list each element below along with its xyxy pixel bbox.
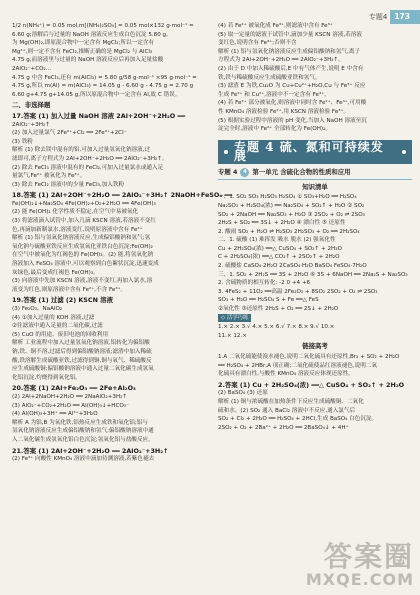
text-line: 量氯气,Fe²⁺ 被氧化为 Fe³⁺。 xyxy=(12,173,86,180)
text-line: 18.答案 (1) 2Al+2OH⁻+2H₂O ══ 2AlO₂⁻+3H₂↑ 2NaOH+FeSO₄ ══ xyxy=(12,191,233,200)
text-line: Fe(OH)₂↓+Na₂SO₄ 4Fe(OH)₂+O₂+2H₂O ══ 4Fe(OH)₃ xyxy=(12,200,156,207)
section-title-exam: 链接高考 xyxy=(302,342,328,351)
knowledge-list xyxy=(218,193,412,313)
watermark xyxy=(305,540,414,589)
text-line: 11.× 12.× xyxy=(218,332,247,339)
text-line: 6.60 g+4.75 g+14.05 g,所以原混合物中一定含有 Al,故 C 错误。 xyxy=(12,91,181,98)
text-line: 化铝沉淀,灼烧得到氧化铝。 xyxy=(12,374,81,381)
watermark-logo: 答案圈 xyxy=(323,540,414,573)
text-line: 2H₂S + SO₂ ══ 3S↓ + 2H₂O ④ 漂白性 ⑤ 还原性 xyxy=(218,220,346,227)
text-line: 4.75 g 中含 FeCl₃,还有 m(AlCl₃) = 5.80 g/58 g·mol⁻¹ ×95 g·mol⁻¹ = xyxy=(12,74,197,81)
text-line: 2. 酸雨 SO₂ + H₂O ⇌ H₂SO₃ 2H₂SO₃ + O₂ ══ 2H₂SO₄ xyxy=(218,228,360,235)
right-column xyxy=(218,22,412,432)
text-line: 17.答案 (1) 加入过量 NaOH 溶液 2Al+2OH⁻+2H₂O ══ xyxy=(12,111,186,120)
text-line: Cu + 2H₂SO₄(浓) ══△ CuSO₄ + SO₂↑ + 2H₂O xyxy=(218,245,342,252)
text-line: 酸,铁溶解生成硫酸亚铁,过滤得到铜,铜与氧气、稀硫酸反 xyxy=(12,357,152,364)
text-line: 灰绿色,最后变成红褐色 Fe(OH)₃。 xyxy=(12,269,99,276)
text-line: SO₂ + Cl₂ + 2H₂O ══ H₂SO₄ + 2HCl,生成 BaSO₄ 白色沉淀。 xyxy=(218,416,378,423)
text-line: ②往滤液中通入足量的二氧化碳,过滤 xyxy=(12,323,103,330)
text-line: 三、1. SO₂ + 2H₂S ══ 3S + 2H₂O ⑥ 3S + 6NaOH ══ 2Na₂S + Na₂SO₃ xyxy=(218,271,408,278)
text-line: 解析 A 为铝,B 为氧化铁,铝热反应生成铁和氧化铝;铝与 xyxy=(12,419,148,426)
text-line: (2) 能 Fe(OH)₂ 化学性质不稳定,在空气中易被氧化 xyxy=(12,209,139,216)
text-line: 钠,铁、铜不溶,过滤后得到偏铝酸钠溶液;滤渣中加入稀硫 xyxy=(12,348,152,355)
chapter-label: 专题4 xyxy=(368,13,388,21)
text-line: C + 2H₂SO₄(浓) ══△ CO₂↑ + 2SO₂↑ + 2H₂O xyxy=(218,254,340,261)
text-line: 2AlO₂⁻+3H₂↑ xyxy=(12,121,50,128)
text-line: (5) 根据实验过程中溶液的 pH 变化,当加入 NaOH 溶液至沉 xyxy=(218,117,367,124)
text-line: SO₂ + 2NaOH ══ Na₂SO₃ + H₂O ③ 2SO₂ + O₂ ⇌ 2SO₃ xyxy=(218,211,365,218)
text-line: (3) 滤渣 E 为铁,Cu₂O 为 Cu+Cu²⁺+H₂O,Cu 与 Fe³⁺ 反应 xyxy=(218,83,366,90)
text-line: 4.75 g,所以 m(Al) = m(AlCl₃) = 14.05 g - 6.60 g - 4.75 g = 2.70 g xyxy=(12,83,194,90)
practice-answers xyxy=(218,323,412,340)
text-line: 6.60 g;溶解后与过量的 NaOH 溶液反应生成白色沉淀 5.80 g, xyxy=(12,31,168,38)
text-line: 铁,铁与稀硫酸反应生成硫酸亚铁和氢气。 xyxy=(218,74,321,81)
text-line: 为 Mg(OH)₂,即原混合物中一定含有 MgCl₂;所以一定含有 xyxy=(12,40,154,47)
text-line: (3) 向溶液中先加 KSCN 溶液,溶液不变红,再加入氯水,溶 xyxy=(12,278,153,285)
text-line: 解析 (1) 铜与浓硫酸在加热条件下反应生成硫酸铜、二氧化 xyxy=(218,398,364,405)
text-line: Mg²⁺,则一定不含有 FeCl₂,推断正确的是 MgCl₂ 与 AlCl₃ xyxy=(12,48,153,55)
text-line: (3) 除去 FeCl₂ 溶液中的少量 FeCl₃,加入铁粉 xyxy=(12,181,125,188)
text-line: 3. 4FeS₂ + 11O₂ ══高温 2Fe₂O₃ + 8SO₂ 2SO₂ + O₂ ⇌ 2SO₃ xyxy=(218,288,378,295)
unit-title: 第一单元 含硫化合物的性质和应用 xyxy=(252,167,351,176)
text-line: 变红色,说明含有 Fe³⁺;否则不含 xyxy=(218,40,297,47)
text-line: 溶液加入 FeSO₄ 溶液中,可以观察到白色絮状沉淀,迅速变成 xyxy=(12,261,159,268)
text-line: 滤即可,离子方程式为 2Al+2OH⁻+2H₂O ══ 2AlO₂⁻+3H₂↑。 xyxy=(12,155,168,162)
text-line: 1.A 二氧化硫能使溴水褪色,说明二氧化硫具有还原性,Br₂ + SO₂ + 2H₂O xyxy=(218,354,400,360)
answer-block-top xyxy=(218,22,412,134)
text-line: 一、1. SO₂ SO₃ H₂SO₃ H₂SO₄ ① SO₃+H₂O ══ H₂SO₄ xyxy=(218,194,357,201)
text-line: (4) ①加入过量的 KOH 溶液,过滤 xyxy=(12,314,95,321)
text-line: 入二氧化碳生成氢氧化铝白色沉淀;氢氧化铝与盐酸反应。 xyxy=(12,436,154,443)
text-line: (2) 由于 D 中加入稀硫酸后,E 中有气体产生,说明 E 中含有 xyxy=(218,65,364,72)
page-header xyxy=(0,0,420,22)
watermark-url: MXQE.COM xyxy=(305,570,414,589)
text-line: 解析 (1) 铝与氢氧化钠溶液反应,生成偏铝酸钠和氢气;氢 xyxy=(12,235,151,242)
text-line: (2) BaSO₄ (3) 还原 xyxy=(218,390,268,397)
text-line: 4.75 g,而溶液里与过量的 NaOH 溶液反应后再加入足量盐酸 xyxy=(12,57,164,64)
unit-heading xyxy=(218,168,412,180)
exam-answers xyxy=(218,353,412,432)
text-line: 液变为红色,则原溶液中含有 Fe²⁺,不含 Fe³⁺。 xyxy=(12,286,127,293)
text-line: 解析 (1) 铝与氢氧化钠溶液反应生成偏铝酸钠和氢气,离子 xyxy=(218,48,360,55)
text-line: 解析 工业流程中加入过量氢氧化钠溶液,铝转化为偏铝酸 xyxy=(12,340,150,347)
text-line: 二、非选择题 xyxy=(12,101,51,110)
text-line: 应生成硫酸铜;偏铝酸钠溶液中通入过量二氧化碳生成氢氧 xyxy=(12,366,154,373)
text-line: 21.答案 (1) 2Al+2OH⁻+2H₂O ══ 2AlO₂⁻+3H₂↑ xyxy=(12,446,169,455)
section-title-knowledge: 知识清单 xyxy=(302,182,328,191)
text-line: 2AlO₂⁻+CO₂… xyxy=(12,65,52,72)
text-line: 氢氧化钠溶液反应生成偏铝酸钠和氢气;偏铝酸钠溶液中通 xyxy=(12,428,154,435)
text-line: 二、1. 硫酸 (1) 难挥发 吸水 脱水 (2) 强氧化性 xyxy=(218,237,336,244)
text-line: (5) CuO 的用途、废旧电池的回收利用 xyxy=(12,331,109,338)
text-line: 淀完全时,溶液中 Fe²⁺ 全部转化为 Fe(OH)₂。 xyxy=(218,126,331,133)
text-line: (5) 取一定量的滤液于试管中,滴加少量 KSCN 溶液,若溶液 xyxy=(218,31,362,38)
text-line: 2SO₂ + O₂ + 2Ba²⁺ + 2H₂O ══ 2BaSO₄↓ + 4H⁺ xyxy=(218,424,349,431)
text-line: 1.× 2.× 3.√ 4.× 5.× 6.√ 7.× 8.× 9.√ 10.× xyxy=(218,324,335,331)
banner-title: 专题 4 硫、氮和可持续发展 xyxy=(233,140,384,163)
text-line: (4) Al(OH)₃+3H⁺ ══ Al³⁺+3H₂O xyxy=(12,411,98,418)
text-line: 硫和水。(2) SO₂ 通入 BaCl₂ 溶液中不反应,通入氯气后 xyxy=(218,407,356,414)
text-line: ②氧化性 ③还原性 2H₂S + O₂ ══ 2S↓ + 2H₂O xyxy=(218,306,339,313)
text-line: 2. 含硫物质的相互转化: -2 0 +4 +6 xyxy=(218,280,311,287)
text-line: 色,再滴加新制氯水,溶液变红,说明原溶液中含有 Fe²⁺ xyxy=(12,226,143,233)
text-line: (2) 2Al+2NaOH+2H₂O ══ 2NaAlO₂+3H₂↑ xyxy=(12,393,128,400)
text-line: (2) Fe³⁺ 向酸性 KMnO₄ 溶液中滴加待测溶液,若紫色褪去 xyxy=(12,456,155,463)
text-line: (4) 若 Fe²⁺ 被氧化成 Fe³⁺,则滤液中含有 Fe³⁺ xyxy=(218,23,333,29)
text-line: 20.答案 (1) 2Al+Fe₂O₃ ══ 2Fe+Al₂O₃ xyxy=(12,384,136,393)
text-line: 在空气中被氧化为红褐色的 Fe(OH)₃。(2) 能,将氢氧化钠 xyxy=(12,252,154,259)
text-line: 方程式为 2Al+2OH⁻+2H₂O ══ 2AlO₂⁻+3H₂↑。 xyxy=(218,57,344,64)
text-line: 化硫具有漂白性,与酸性 KMnO₄ 溶液反应体现还原性。 xyxy=(218,371,354,378)
text-line: 2. 硫酸盐 CaSO₄·2H₂O 2CaSO₄·H₂O BaSO₄ FeSO₄·7H₂O xyxy=(218,263,367,270)
text-line: (2) 除去 FeCl₃ 溶液中混有的 FeCl₂,可加入过量氯水或通入足 xyxy=(12,164,164,171)
text-line: ══ H₂SO₄ + 2HBr,A 项正确;二氧化硫使品红溶液褪色,说明二氧 xyxy=(218,362,378,369)
text-line: (4) 若 Fe²⁺ 部分被氧化,则溶液中同时含 Fe²⁺、Fe³⁺,可用酸 xyxy=(218,100,367,107)
text-line: (3) 将滤液滴入试管中,加入几滴 KSCN 溶液,若溶液不变红 xyxy=(12,218,156,225)
banner-dot-icon xyxy=(224,150,228,154)
page-number: 173 xyxy=(390,10,420,24)
text-line: 2.答案 (1) Cu + 2H₂SO₄(浓) ══△ CuSO₄ + SO₂↑ + 2H₂O xyxy=(218,380,405,389)
text-line: (2) 加入过量氯气 2Fe²⁺+Cl₂ ══ 2Fe³⁺+2Cl⁻ xyxy=(12,130,127,137)
banner-dot-icon xyxy=(402,150,406,154)
text-line: 1/2 n(NH₄⁺) = 0.05 mol,m[(NH₄)₂SO₄] = 0.05 mol×132 g·mol⁻¹ = xyxy=(12,23,194,29)
practice-tag: ◇ 活学巧练 xyxy=(218,314,251,323)
text-line: Na₂SO₃ + H₂SO₄(浓) ══ Na₂SO₄ + SO₂↑ + H₂O ② SO₂ xyxy=(218,202,365,209)
text-line: 氧化钠与硫酸亚铁反应生成氢氧化亚铁白色沉淀;Fe(OH)₂ xyxy=(12,243,153,250)
text-line: 解析 (1) 除去镁中混有的铝,可加入过量氢氧化钠溶液,过 xyxy=(12,147,151,154)
text-line: (3) 铁粉 xyxy=(12,138,33,145)
text-line: 19.答案 (1) 过滤 (2) KSCN 溶液 xyxy=(12,296,113,305)
text-line: SO₃ + H₂O ══ H₂SO₄ S + Fe ══△ FeS xyxy=(218,297,319,304)
text-line: 生成 Fe²⁺ 和 Cu²⁺,溶液中不一定含有 Fe³⁺。 xyxy=(218,91,330,98)
text-line: (3) Fe₂O₃、NaAlO₂ xyxy=(12,306,63,312)
text-line: (3) AlO₂⁻+CO₂+2H₂O ══ Al(OH)₃↓+HCO₃⁻ xyxy=(12,402,129,409)
chapter-banner xyxy=(218,140,412,164)
text-line: 性 KMnO₄ 溶液检验 Fe²⁺,用 KSCN 溶液检验 Fe³⁺。 xyxy=(218,108,350,115)
unit-label: 专题 4 xyxy=(218,167,238,176)
unit-badge: 4 xyxy=(240,168,249,177)
